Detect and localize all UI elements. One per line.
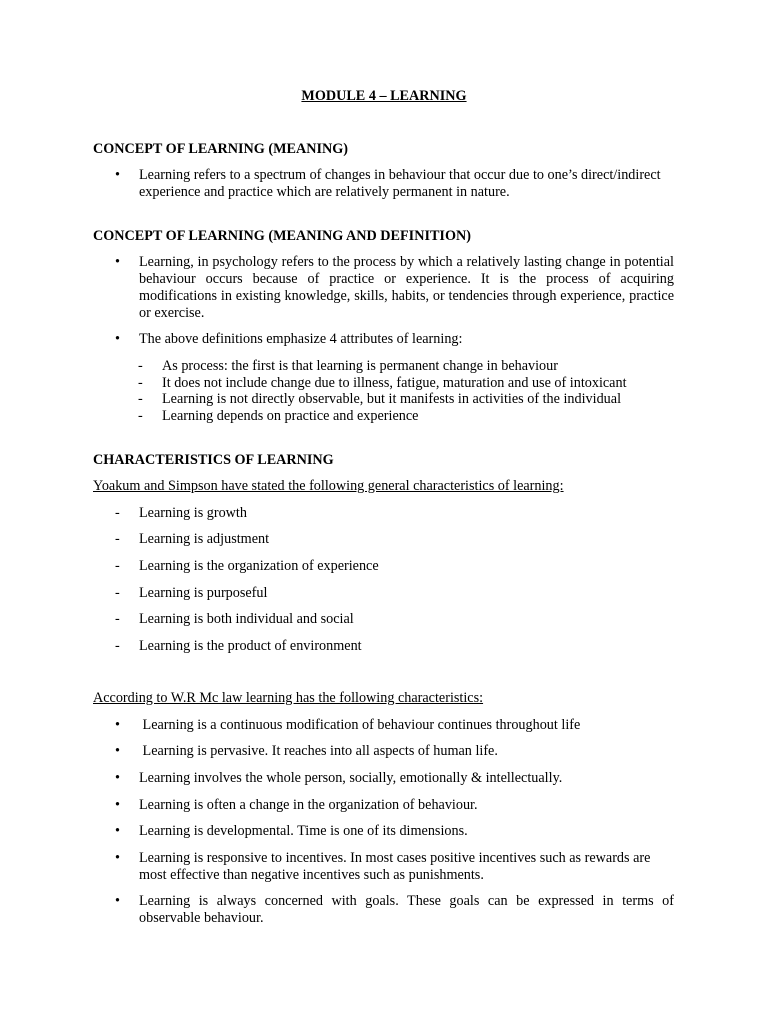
bullet-icon: • [115,823,120,839]
list-item [93,717,674,734]
bullet-icon: • [115,797,120,813]
dash-icon: - [138,375,143,391]
list-item [93,611,674,628]
bullet-icon: • [115,331,120,347]
list-item-text: Learning, in psychology refers to the process by which a relatively lasting change in potential behaviour occurs because of practice or experience. It is the process of acquiring modifications in existing knowledge, skills, habits, or tendencies through experience, practice or exercise. [139,254,674,321]
bullet-icon: • [115,254,120,270]
bullet-icon: • [115,743,120,759]
list-item-text: Learning is always concerned with goals. These goals can be expressed in terms of observable behaviour. [139,893,674,926]
list-item [93,331,674,348]
sub-list-item [93,408,674,425]
dash-icon: - [115,585,120,601]
list-item-text: Learning is both individual and social [139,611,354,627]
list-item [93,531,674,548]
list-item-text: Learning is pervasive. It reaches into all aspects of human life. [139,743,498,759]
sub-list-item [93,358,674,375]
list-item [93,823,674,840]
list-item [93,638,674,655]
list-item [93,797,674,814]
dash-icon: - [115,531,120,547]
list-item [93,558,674,575]
list-item-text: Learning is purposeful [139,585,268,601]
sub-list-item-text: It does not include change due to illness, fatigue, maturation and use of intoxicant [162,375,627,391]
sub-list-item-text: As process: the first is that learning is permanent change in behaviour [162,358,558,374]
sub-list-item-text: Learning is not directly observable, but it manifests in activities of the individual [162,391,622,407]
list-item [93,850,674,884]
list-item-text: Learning is developmental. Time is one of its dimensions. [139,823,468,839]
bullet-icon: • [115,717,120,733]
dash-icon: - [115,558,120,574]
list-item [93,770,674,787]
sub-list-item [93,391,674,408]
dash-icon: - [138,358,143,374]
list-item [93,505,674,522]
yoakum-simpson-intro: Yoakum and Simpson have stated the following general characteristics of learning: [93,478,564,494]
dash-icon: - [138,391,143,407]
mclaw-intro: According to W.R Mc law learning has the following characteristics: [93,690,484,706]
bullet-icon: • [115,770,120,786]
list-item [93,254,674,322]
section-heading-meaning: CONCEPT OF LEARNING (MEANING) [93,141,348,157]
bullet-icon: • [115,850,120,866]
bullet-icon: • [115,893,120,909]
dash-icon: - [115,638,120,654]
page-title: MODULE 4 – LEARNING [301,88,467,104]
list-item [93,167,674,201]
list-item-text: Learning is responsive to incentives. In most cases positive incentives such as rewards are most effective than negative incentives such as punishments. [139,850,651,883]
dash-icon: - [138,408,143,424]
dash-icon: - [115,611,120,627]
list-item-text: Learning involves the whole person, socially, emotionally & intellectually. [139,770,563,786]
section-heading-characteristics: CHARACTERISTICS OF LEARNING [93,452,334,468]
list-item-text: The above definitions emphasize 4 attributes of learning: [139,331,463,347]
bullet-icon: • [115,167,120,183]
list-item-text: Learning is often a change in the organization of behaviour. [139,797,478,813]
sub-list-item [93,375,674,392]
list-item-text: Learning refers to a spectrum of changes in behaviour that occur due to one’s direct/indirect experience and practice which are relatively permanent in nature. [139,167,661,200]
list-item-text: Learning is the organization of experience [139,558,379,574]
section-heading-definition: CONCEPT OF LEARNING (MEANING AND DEFINITION) [93,228,471,244]
list-item-text: Learning is a continuous modification of behaviour continues throughout life [139,717,581,733]
list-item [93,585,674,602]
list-item [93,743,674,760]
dash-icon: - [115,505,120,521]
list-item-text: Learning is the product of environment [139,638,362,654]
list-item-text: Learning is adjustment [139,531,270,547]
sub-list-item-text: Learning depends on practice and experience [162,408,419,424]
list-item [93,893,674,927]
list-item-text: Learning is growth [139,505,247,521]
